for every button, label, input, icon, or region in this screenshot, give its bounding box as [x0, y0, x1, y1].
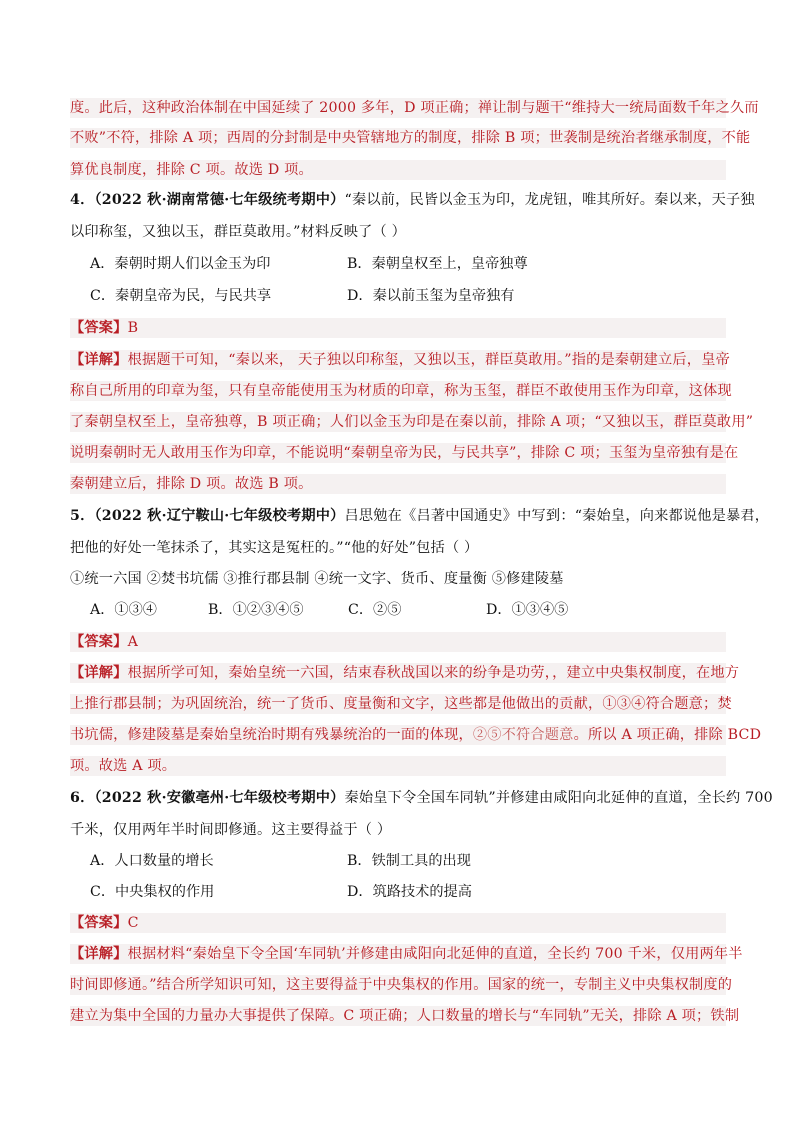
q4-detail-text-1: 根据题干可知，“秦以来， 天子独以印称玺，又独以玉，群臣莫敢用。”指的是秦朝建立后，皇帝 — [127, 352, 730, 368]
q6-number: 6． — [70, 790, 95, 806]
q6-stem-text: 秦始皇下令全国车同轨”并修建由咸阳向北延伸的直道，全长约 700 — [344, 790, 773, 806]
q4-stem-line-1 — [70, 190, 755, 210]
q5-stem-line-1 — [70, 506, 770, 526]
q6-detail-text-1: 根据材料“秦始皇下令全国‘车同轨’并修建由咸阳向北延伸的直道，全长约 700 千米，仅用两年半 — [127, 946, 743, 962]
q4-answer-tag: 【答案】 — [70, 320, 128, 336]
q5-option-b: B．①②③④⑤ — [208, 602, 304, 618]
q5-answer — [70, 632, 726, 652]
q4-option-d: D．秦以前玉玺为皇帝独有 — [347, 288, 515, 304]
q5-detail-highlight: ②⑤不符合题意 — [472, 727, 574, 743]
q5-answer-tag: 【答案】 — [70, 634, 128, 650]
q5-items: ①统一六国 ②焚书坑儒 ③推行郡县制 ④统一文字、货币、度量衡 ⑤修建陵墓 — [70, 571, 564, 587]
q4-detail-tag: 【详解】 — [70, 352, 128, 368]
q5-option-a: A．①③④ — [90, 602, 157, 618]
q6-option-a: A．人口数量的增长 — [90, 853, 214, 869]
q4-stem-text: “秦以前，民皆以金玉为印，龙虎钮，唯其所好。秦以来，天子独 — [344, 192, 755, 208]
q4-option-a: A．秦朝时期人们以金玉为印 — [90, 256, 271, 272]
q4-detail-line-1 — [70, 350, 730, 370]
q6-detail-line-2: 时间即修通。”结合所学知识可知，这主要得益于中央集权的作用。国家的统一，专制主义中央集权制度的 — [70, 977, 733, 993]
q5-source: （2022 秋·辽宁鞍山·七年级校考期中） — [94, 508, 345, 524]
q5-stem-line-2: 把他的好处一笔抹杀了，其实这是冤枉的。”“他的好处”包括（ ） — [70, 540, 479, 556]
q4-number: 4． — [70, 192, 95, 208]
q6-detail-line-3: 建立为集中全国的力量办大事提供了保障。C 项正确；人口数量的增长与“车同轨”无关，排除 A 项；铁制 — [70, 1008, 740, 1024]
q5-detail-line-1 — [70, 663, 740, 683]
q6-source: （2022 秋·安徽亳州·七年级校考期中） — [94, 790, 345, 806]
q5-detail-text-3a: 书坑儒，修建陵墓是秦始皇统治时期有残暴统治的一面的体现， — [70, 727, 473, 743]
q5-detail-text-1: 根据所学可知，秦始皇统一六国，结束春秋战国以来的纷争是功劳，，建立中央集权制度，在地方 — [127, 665, 740, 681]
q4-detail-line-4: 说明秦朝时无人敢用玉作为印章，不能说明“秦朝皇帝为民，与民共享”，排除 C 项；玉玺为皇帝独有是在 — [70, 445, 739, 461]
intro-line-1: 度。此后，这种政治体制在中国延续了 2000 多年，D 项正确；禅让制与题干“维持大一统局面数千年之久而 — [70, 100, 759, 116]
q6-answer — [70, 913, 726, 933]
q4-stem-line-2: 以印称玺，又独以玉，群臣莫敢用。”材料反映了（ ） — [70, 224, 406, 240]
q6-detail-tag: 【详解】 — [70, 946, 128, 962]
q4-answer-value: B — [127, 320, 139, 336]
q6-option-b: B．铁制工具的出现 — [347, 853, 471, 869]
q6-stem-line-1 — [70, 788, 773, 808]
q5-detail-line-4: 项。故选 A 项。 — [70, 756, 726, 776]
intro-line-2: 不败”不符，排除 A 项；西周的分封制是中央管辖地方的制度，排除 B 项；世袭制是统治者继承制度，不能 — [70, 130, 751, 146]
q6-detail-line-1 — [70, 944, 743, 964]
q5-option-c: C．②⑤ — [348, 602, 402, 618]
q5-detail-line-3 — [70, 725, 762, 745]
q5-detail-tag: 【详解】 — [70, 665, 128, 681]
q5-answer-value: A — [127, 634, 139, 650]
q4-detail-line-2: 称自己所用的印章为玺，只有皇帝能使用玉为材质的印章，称为玉玺，群臣不敢使用玉作为印章，这体现 — [70, 383, 732, 399]
q4-answer — [70, 318, 726, 338]
q5-option-d: D．①③④⑤ — [486, 602, 569, 618]
q5-number: 5． — [70, 508, 95, 524]
q5-detail-line-2: 上推行郡县制；为巩固统治，统一了货币、度量衡和文字，这些都是他做出的贡献，①③④符合题意；焚 — [70, 696, 732, 712]
q4-option-c: C．秦朝皇帝为民，与民共享 — [90, 288, 272, 304]
q5-detail-text-3b: 。所以 A 项正确，排除 BCD — [573, 727, 762, 743]
q6-option-c: C．中央集权的作用 — [90, 884, 215, 900]
q6-option-d: D．筑路技术的提高 — [347, 884, 472, 900]
q6-answer-value: C — [127, 915, 139, 931]
q4-option-b: B．秦朝皇权至上，皇帝独尊 — [347, 256, 528, 272]
q6-answer-tag: 【答案】 — [70, 915, 128, 931]
q4-detail-line-5: 秦朝建立后，排除 D 项。故选 B 项。 — [70, 474, 726, 494]
q5-stem-text: 吕思勉在《吕著中国通史》中写到：“秦始皇，向来都说他是暴君， — [344, 508, 770, 524]
q4-source: （2022 秋·湖南常德·七年级统考期中） — [94, 192, 345, 208]
q4-detail-line-3: 了秦朝皇权至上，皇帝独尊，B 项正确；人们以金玉为印是在秦以前，排除 A 项；“又独以玉，群臣莫敢用” — [70, 414, 754, 430]
intro-line-3: 算优良制度，排除 C 项。故选 D 项。 — [70, 160, 726, 180]
q6-stem-line-2: 千米，仅用两年半时间即修通。这主要得益于（ ） — [70, 822, 392, 838]
